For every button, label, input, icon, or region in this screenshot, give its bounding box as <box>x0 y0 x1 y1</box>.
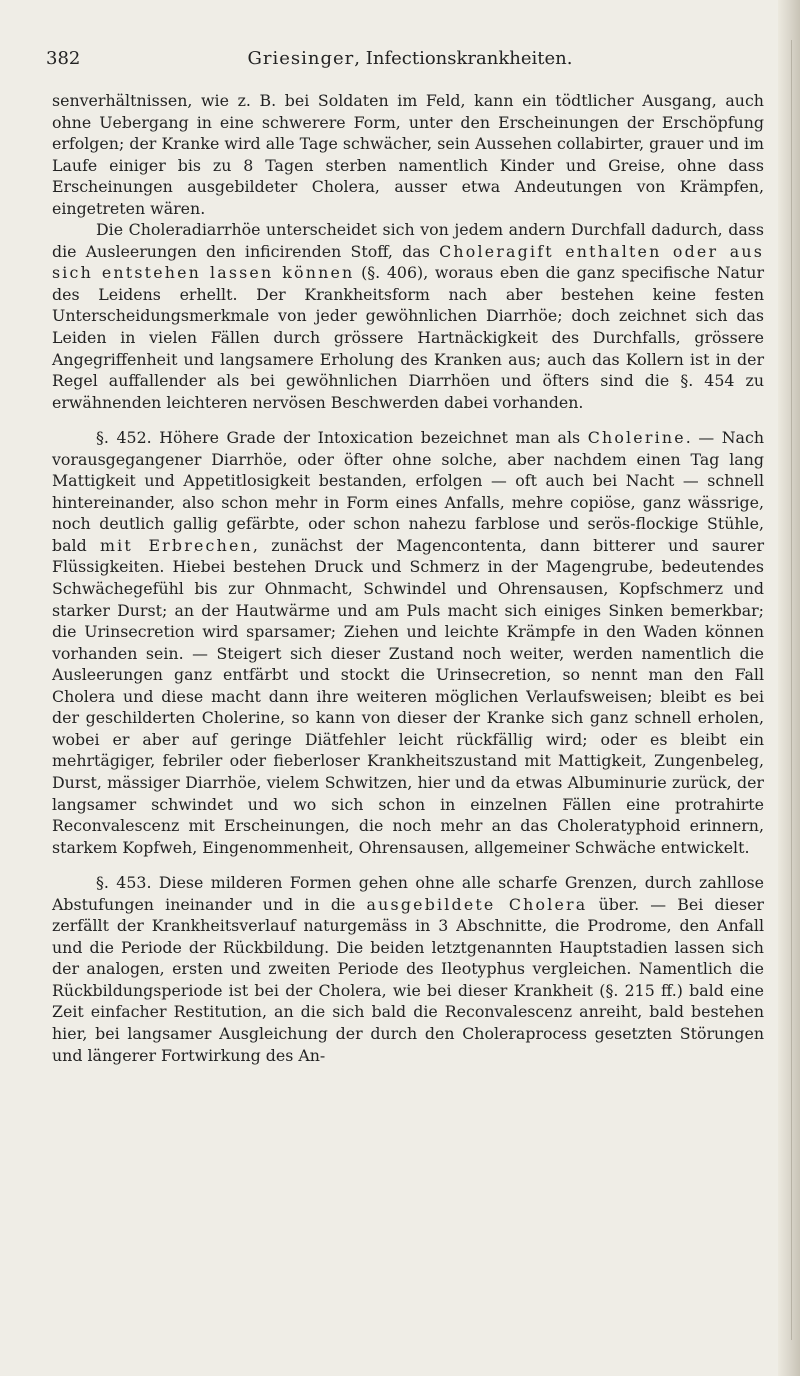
page-edge-shadow <box>778 0 800 1376</box>
text-run: senverhältnissen, wie z. B. bei Soldaten im Feld, kann ein tödtlicher Ausgang, auch ohne Uebergang in eine schwerere Form, unter den Erscheinungen der Erschöpfung erfolgen; der Kranke wird alle Tage schwächer, sein Aussehen collabirter, grauer und im Laufe einiger bis zu 8 Tagen sterben namentlich Kinder und Greise, ohne dass Erscheinungen ausgebildeter Cholera, ausser etwa Andeutungen von Krämpfen, eingetreten wären. <box>52 91 764 218</box>
running-title <box>100 48 720 69</box>
spaced-emphasis: mit Erbrechen <box>99 535 253 555</box>
text-run: , zunächst der Magencontenta, dann bitterer und saurer Flüssigkeiten. Hiebei bestehen Druck und Schmerz in der Magengrube, bedeutendes Schwächegefühl bis zur Ohnmacht, Schwindel und Ohrensausen, Kopfschmerz und starker Durst; an der Hautwärme und am Puls macht sich einiges Sinken bemerkbar; die Urinsecretion wird sparsamer; Ziehen und leichte Krämpfe in den Waden können vorhanden sein. — Steigert sich dieser Zustand noch weiter, werden namentlich die Ausleerungen ganz entfärbt und stockt die Urinsecretion, so nennt man den Fall Cholera und diese macht dann ihre weiteren möglichen Verlaufsweisen; bleibt es bei der geschilderten Cholerine, so kann von dieser der Kranke sich ganz schnell erholen, wobei er aber auf geringe Diätfehler leicht rückfällig wird; oder es bleibt ein mehrtägiger, febriler oder fieberloser Krankheitszustand mit Mattigkeit, Zungenbeleg, Durst, mässiger Diarrhöe, vielem Schwitzen, hier und da etwas Albuminurie zurück, der langsamer schwindet und wo sich schon in einzelnen Fällen eine protrahirte Reconvalescenz mit Erscheinungen, die noch mehr an das Choleratyphoid erinnern, starkem Kopfweh, Eingenommenheit, Ohrensausen, allgemeiner Schwäche entwickelt. <box>52 535 765 857</box>
body-text <box>52 90 764 1066</box>
text-run: Die Choleradiarrhöe unterscheidet sich von jedem andern Durchfall dadurch, dass die Ausleerungen den inficirenden Stoff, das <box>52 220 764 261</box>
running-header <box>46 48 746 76</box>
paragraph-section-452 <box>52 427 764 858</box>
page-edge-line <box>791 40 792 1340</box>
paragraph-section-453 <box>52 872 764 1066</box>
page-number: 382 <box>46 48 81 69</box>
running-title-author: Griesinger <box>247 48 355 69</box>
paragraph-continuation <box>52 90 764 219</box>
text-run: §. 452. Höhere Grade der Intoxication bezeichnet man als <box>96 428 588 448</box>
text-run: (§. 406), woraus eben die ganz specifische Natur des Leidens erhellt. Der Krankheitsform nach aber bestehen keine festen Unterscheidungsmerkmale von jeder gewöhnlichen Diarrhöe; doch zeichnet sich das Leiden in vielen Fällen durch grössere Hartnäckigkeit des Durchfalls, grössere Angegriffenheit und langsamere Erholung des Kranken aus; auch das Kollern ist in der Regel auffallender als bei gewöhnlichen Diarrhöen und öfters sind die §. 454 zu erwähnenden leichteren nervösen Beschwerden dabei vorhanden. <box>52 263 765 412</box>
spaced-emphasis: ausgebildete Cholera <box>366 894 588 914</box>
text-run: . — Nach vorausgegangener Diarrhöe, oder öfter ohne solche, aber nachdem einen Tag lang Mattigkeit und Appetitlosigkeit bestanden, erfolgen — oft auch bei Nacht — schnell hintereinander, also schon mehr in Form eines Anfalls, mehre copiöse, ganz wässrige, noch deutlich gallig gefärbte, oder schon nahezu farblose und serös-flockige Stühle, bald <box>52 428 764 555</box>
spaced-emphasis: Cholerine <box>587 428 686 448</box>
text-run: über. — Bei dieser zerfällt der Krankheitsverlauf naturgemäss in 3 Abschnitte, die Prodrome, den Anfall und die Periode der Rückbildung. Die beiden letztgenannten Hauptstadien lassen sich der analogen, ersten und zweiten Periode des Ileotyphus vergleichen. Namentlich die Rückbildungsperiode ist bei der Cholera, wie bei dieser Krankheit (§. 215 ff.) bald eine Zeit einfacher Restitution, an die sich bald die Reconvalescenz anreiht, bald bestehen hier, bei langsamer Ausgleichung der durch den Choleraprocess gesetzten Störungen und längerer Fortwirkung des An- <box>52 894 764 1065</box>
spaced-emphasis: Choleragift enthalten oder aus sich entstehen lassen können <box>52 241 764 283</box>
running-title-text: , Infectionskrankheiten. <box>354 48 573 69</box>
paragraph-choleradiarrhoe <box>52 219 764 413</box>
text-run: §. 453. Diese milderen Formen gehen ohne alle scharfe Grenzen, durch zahllose Abstufungen ineinander und in die <box>52 873 764 914</box>
